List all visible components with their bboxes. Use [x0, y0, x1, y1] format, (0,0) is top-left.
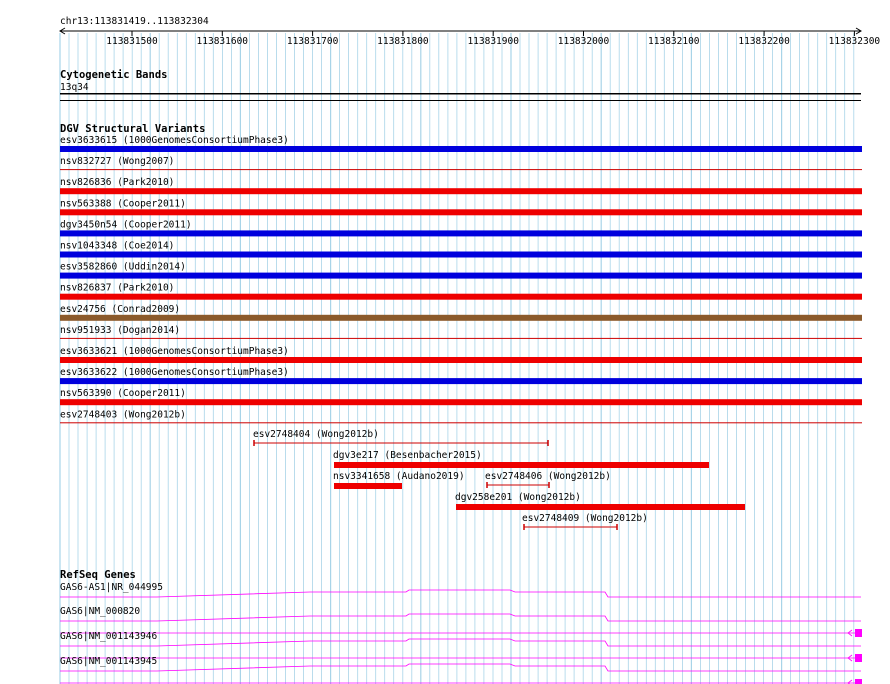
refseq-intron-line — [60, 639, 861, 646]
refseq-transcript[interactable] — [60, 582, 861, 597]
ruler-tick-label: 113831600 — [196, 36, 249, 47]
dgv-feature[interactable] — [522, 513, 648, 530]
dgv-row[interactable] — [60, 219, 862, 236]
ruler-tick-label: 113832300 — [828, 36, 881, 47]
dgv-row-label: dgv3450n54 (Cooper2011) — [60, 219, 192, 231]
dgv-row-label: esv2748403 (Wong2012b) — [60, 409, 186, 421]
dgv-row-bar[interactable] — [60, 315, 862, 321]
dgv-feature-label: dgv3e217 (Besenbacher2015) — [333, 450, 482, 461]
dgv-row[interactable] — [60, 304, 862, 321]
ruler-tick-label: 113832000 — [557, 36, 610, 47]
dgv-row-bar[interactable] — [60, 209, 862, 215]
dgv-feature-label: esv2748406 (Wong2012b) — [485, 471, 611, 482]
dgv-row-bar[interactable] — [60, 273, 862, 279]
dgv-feature-bar[interactable] — [456, 504, 745, 510]
dgv-row[interactable] — [60, 283, 862, 300]
dgv-row-bar[interactable] — [60, 294, 862, 300]
dgv-feature-label: dgv258e201 (Wong2012b) — [455, 492, 581, 503]
dgv-row-label: nsv826837 (Park2010) — [60, 282, 175, 294]
dgv-row-bar[interactable] — [60, 357, 862, 363]
dgv-row[interactable] — [60, 135, 862, 152]
dgv-row-bar[interactable] — [60, 399, 862, 405]
dgv-row[interactable] — [60, 325, 862, 339]
dgv-row[interactable] — [60, 367, 862, 384]
dgv-feature-label: nsv3341658 (Audano2019) — [333, 471, 465, 482]
cytoband-label: 13q34 — [60, 82, 89, 93]
ruler-tick-label: 113831800 — [377, 36, 429, 47]
refseq-exon[interactable] — [855, 629, 862, 637]
cytoband-track — [60, 69, 861, 101]
dgv-row-bar[interactable] — [60, 188, 862, 194]
ruler-tick-label: 113831700 — [286, 36, 339, 47]
locus-label: chr13:113831419..113832304 — [60, 16, 209, 27]
refseq-exon[interactable] — [855, 679, 862, 684]
refseq-intron-line — [60, 590, 861, 597]
refseq-transcript-label: GAS6|NM_001143945 — [60, 656, 158, 667]
dgv-row-label: nsv832727 (Wong2007) — [60, 156, 175, 168]
strand-arrow-icon — [848, 680, 852, 684]
cytoband-bar[interactable] — [60, 93, 861, 95]
dgv-row[interactable] — [60, 177, 862, 194]
dgv-feature-label: esv2748409 (Wong2012b) — [522, 513, 648, 524]
refseq-transcript-label: GAS6|NM_001143946 — [60, 631, 158, 642]
dgv-row-label: esv24756 (Conrad2009) — [60, 303, 181, 315]
cytoband-track-title: Cytogenetic Bands — [60, 69, 168, 81]
refseq-transcript[interactable] — [60, 656, 862, 684]
refseq-track-title: RefSeq Genes — [60, 569, 136, 581]
dgv-row-bar[interactable] — [60, 230, 862, 236]
dgv-row[interactable] — [60, 241, 862, 258]
dgv-row-label: nsv1043348 (Coe2014) — [60, 240, 175, 252]
dgv-row-label: esv3633622 (1000GenomesConsortiumPhase3) — [60, 367, 289, 379]
dgv-row-bar[interactable] — [60, 378, 862, 384]
refseq-transcript-label: GAS6-AS1|NR_044995 — [60, 582, 163, 593]
dgv-row[interactable] — [60, 388, 862, 405]
dgv-row[interactable] — [60, 262, 862, 279]
dgv-track — [60, 123, 862, 530]
dgv-row-label: nsv563388 (Cooper2011) — [60, 198, 186, 210]
dgv-row-bar[interactable] — [60, 338, 862, 339]
refseq-transcript-label: GAS6|NM_000820 — [60, 606, 141, 617]
dgv-feature[interactable] — [333, 471, 465, 489]
dgv-row[interactable] — [60, 409, 862, 423]
refseq-transcript[interactable] — [60, 606, 862, 637]
dgv-track-title: DGV Structural Variants — [60, 123, 206, 135]
dgv-row-bar[interactable] — [60, 169, 862, 170]
dgv-row-label: nsv951933 (Dogan2014) — [60, 324, 181, 336]
refseq-exon[interactable] — [855, 654, 862, 662]
dgv-feature-bar[interactable] — [334, 462, 709, 468]
ruler-track — [60, 16, 880, 47]
dgv-feature-label: esv2748404 (Wong2012b) — [253, 429, 379, 440]
cytoband-divider — [60, 100, 861, 101]
dgv-row[interactable] — [60, 346, 862, 363]
dgv-feature[interactable] — [333, 450, 709, 468]
dgv-row-bar[interactable] — [60, 422, 862, 423]
dgv-row-bar[interactable] — [60, 146, 862, 152]
dgv-row-label: esv3633621 (1000GenomesConsortiumPhase3) — [60, 346, 289, 357]
dgv-row-label: esv3633615 (1000GenomesConsortiumPhase3) — [60, 135, 289, 146]
dgv-row-label: esv3582860 (Uddin2014) — [60, 261, 186, 273]
dgv-row-label: nsv563390 (Cooper2011) — [60, 388, 186, 400]
refseq-intron-line — [60, 664, 861, 671]
ruler-tick-label: 113832200 — [738, 36, 790, 47]
dgv-row[interactable] — [60, 156, 862, 170]
dgv-row[interactable] — [60, 198, 862, 215]
ruler-tick-label: 113831500 — [106, 36, 158, 47]
refseq-intron-line — [60, 614, 861, 621]
refseq-transcript[interactable] — [60, 631, 862, 662]
dgv-feature[interactable] — [253, 429, 548, 446]
dgv-feature[interactable] — [455, 492, 745, 510]
dgv-row-label: nsv826836 (Park2010) — [60, 177, 175, 189]
ruler-tick-label: 113832100 — [648, 36, 700, 47]
ruler-tick-label: 113831900 — [467, 36, 519, 47]
refseq-track — [60, 569, 862, 684]
dgv-feature-bar[interactable] — [334, 483, 402, 489]
dgv-row-bar[interactable] — [60, 252, 862, 258]
